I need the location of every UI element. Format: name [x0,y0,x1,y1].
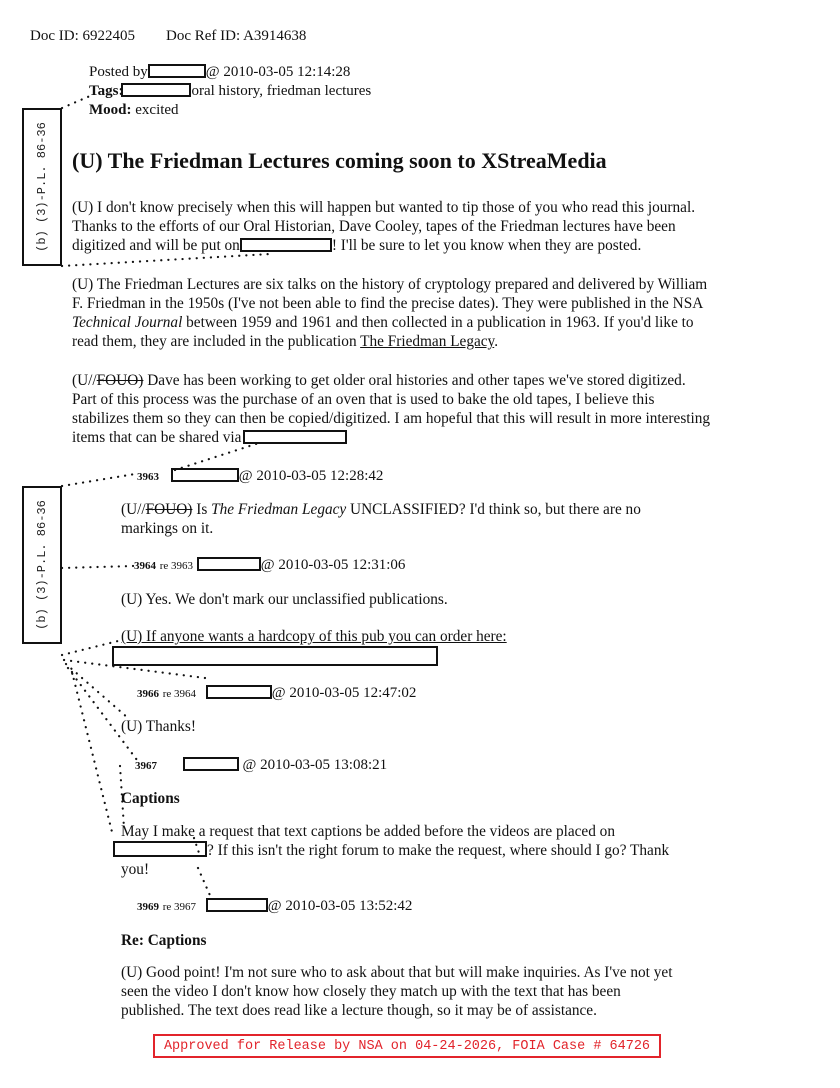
body-line: (U) I don't know precisely when this will happen but wanted to tip those of you who read this journal. [72,199,696,216]
comment-id: 3967 [135,760,157,772]
comment-subject: Re: Captions [121,932,207,949]
comment-id: 3966 [137,688,159,700]
body-line: Part of this process was the purchase of an oven that is used to bake the old tapes, I believe this [72,391,655,408]
posted-at: @ 2010-03-05 12:14:28 [205,64,351,80]
comment-time: @ 2010-03-05 12:28:42 [238,468,384,484]
body-line: digitized and will be put on ! I'll be sure to let you know when they are posted. [72,237,642,254]
comment-time: @ 2010-03-05 12:31:06 [260,557,406,573]
comment-line: seen the video I don't know how closely they match up with the text that has been [121,983,621,1000]
comment-line: (U) Thanks! [121,718,196,735]
comment-reply-to: re 3964 [162,688,197,700]
comment-line: you! [121,861,150,878]
comment-line: (U) Yes. We don't mark our unclassified publications. [121,591,448,608]
body-line: (U//FOUO) Dave has been working to get older oral histories and other tapes we've stored digitized. [72,372,686,389]
post-title: (U) The Friedman Lectures coming soon to XStreaMedia [72,148,607,173]
exemption-stamp: (b) (3)-P.L. 86-36 [22,486,62,644]
body-line: Technical Journal between 1959 and 1961 and then collected in a publication in 1963. If you'd like to [72,314,694,331]
tags-label: Tags: [89,83,124,99]
body-line: items that can be shared via [72,428,347,447]
comment-reply-to: re 3967 [162,901,197,913]
posted-by-label: Posted by [89,64,148,80]
comment-line: (U//FOUO) Is The Friedman Legacy UNCLASSIFIED? I'd think so, but there are no [121,501,641,518]
body-line: F. Friedman in the 1950s (I've not been able to find the precise dates). They were published in the NSA [72,295,704,312]
body-line: Thanks to the efforts of our Oral Historian, Dave Cooley, tapes of the Friedman lectures have been [72,218,676,235]
comment-id: 3963 [137,471,159,483]
release-stamp: Approved for Release by NSA on 04-24-2026, FOIA Case # 64726 [153,1034,661,1058]
body-line: (U) The Friedman Lectures are six talks on the history of cryptology prepared and delivered by William [72,276,708,293]
mood-label: Mood: [89,102,132,118]
comment-time: @ 2010-03-05 12:47:02 [271,685,417,701]
body-line: stabilizes them so they can then be copied/digitized. I am hopeful that this will result in more interesting [72,410,711,427]
comment-line: (U) If anyone wants a hardcopy of this pub you can order here: [121,628,507,645]
comment-id: 3969 [137,901,159,913]
comment-line: May I make a request that text captions be added before the videos are placed on [121,823,615,840]
comment-reply-to: re 3963 [159,560,194,572]
comment-line: markings on it. [121,520,214,537]
comment-time: @ 2010-03-05 13:08:21 [242,757,388,773]
comment-line: (U) Good point! I'm not sure who to ask about that but will make inquiries. As I've not yet [121,964,673,981]
comment-id: 3964 [134,560,156,572]
doc-ref-id: Doc Ref ID: A3914638 [166,28,307,44]
body-line: read them, they are included in the publication The Friedman Legacy. [72,333,499,350]
doc-id: Doc ID: 6922405 [30,28,135,44]
comment-line: published. The text does read like a lecture though, so it may be of assistance. [121,1002,597,1019]
friedman-legacy-link[interactable]: The Friedman Legacy [360,333,495,350]
exemption-stamp: (b) (3)-P.L. 86-36 [22,108,62,266]
comment-time: @ 2010-03-05 13:52:42 [267,898,413,914]
comment-subject: Captions [121,790,180,807]
mood-value: excited [135,102,179,118]
comment-line: ? If this isn't the right forum to make the request, where should I go? Thank [113,841,669,860]
tags-value: oral history, friedman lectures [191,83,372,99]
